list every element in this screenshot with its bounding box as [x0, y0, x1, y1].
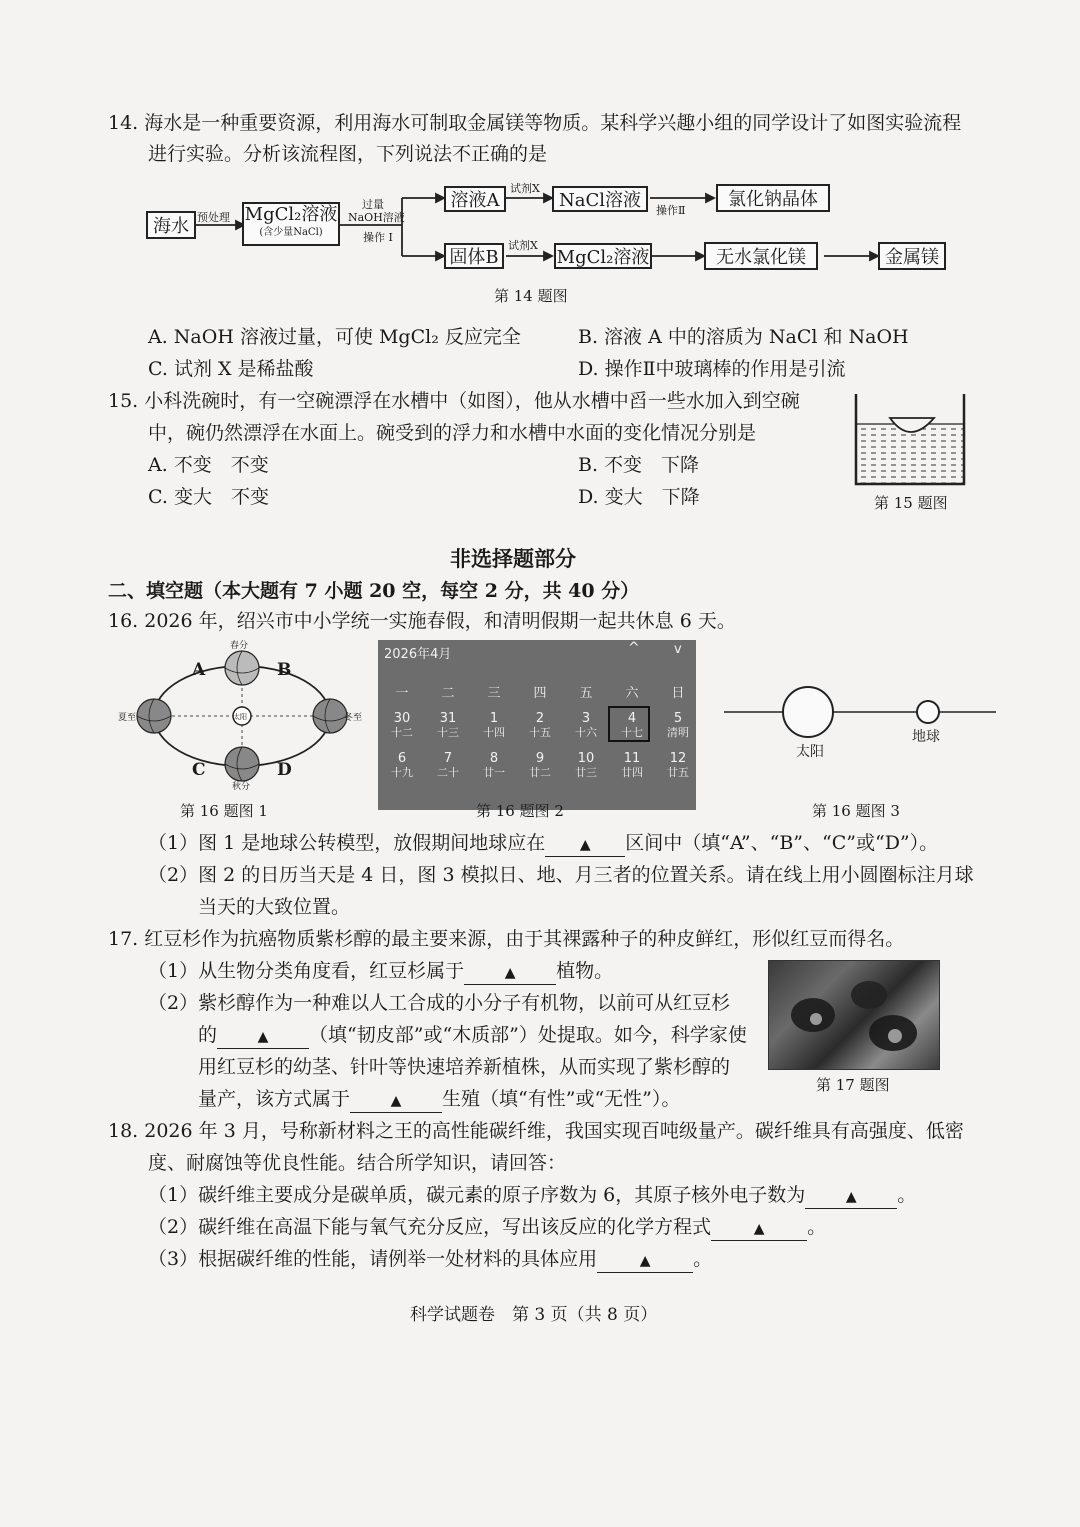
calendar-day[interactable]	[382, 752, 422, 779]
calendar-day[interactable]	[474, 712, 514, 739]
q16-fig2-caption: 第 16 题图 2	[476, 802, 564, 820]
calendar-day[interactable]	[474, 752, 514, 779]
calendar-day[interactable]	[612, 752, 652, 779]
q18-part1	[148, 1180, 916, 1210]
flow-op2: 操作Ⅱ	[656, 204, 686, 217]
calendar-day-number: 8	[489, 751, 499, 766]
fig3-sun-label: 太阳	[796, 744, 824, 760]
q18-part3-post: 。	[693, 1248, 713, 1270]
calendar-lunar-date: 廿三	[575, 766, 597, 779]
calendar-day-number: 12	[669, 751, 687, 766]
flow-reagent-x2: 试剂X	[508, 239, 538, 252]
calendar-weekday: 一	[395, 686, 409, 701]
q15-option-c: C. 变大 不变	[148, 486, 269, 508]
calendar-day[interactable]	[428, 712, 468, 739]
q18-stem-line1: 18. 2026 年 3 月，号称新材料之王的高性能碳纤维，我国实现百吨级量产。碳纤维具有高强度、低密	[108, 1120, 964, 1142]
calendar-today-highlight	[608, 706, 650, 742]
q16-part1-blank[interactable]	[545, 832, 625, 857]
calendar-lunar-date: 二十	[437, 766, 459, 779]
calendar-lunar-date: 清明	[667, 726, 689, 739]
calendar-weekday: 四	[533, 686, 547, 701]
q17-part2-line2	[198, 1020, 747, 1050]
q18-part2-blank[interactable]	[711, 1216, 807, 1241]
q18-part2	[148, 1212, 826, 1242]
flow-metal-mg: 金属镁	[878, 242, 946, 270]
fig1-label-b: B	[277, 660, 292, 680]
calendar-lunar-date: 廿一	[483, 766, 505, 779]
blank-mark: ▲	[753, 1221, 765, 1237]
calendar-weekday: 二	[441, 686, 455, 701]
q17-part2-post: （填“韧皮部”或“木质部”）处提取。如今，科学家使	[309, 1024, 747, 1046]
q16-part1	[148, 828, 938, 858]
calendar-lunar-date: 十五	[529, 726, 551, 739]
calendar-lunar-date: 十九	[391, 766, 413, 779]
q18-part2-post: 。	[807, 1216, 827, 1238]
blank-mark: ▲	[639, 1253, 651, 1269]
flow-excess-label: 过量	[362, 198, 384, 211]
calendar-day[interactable]	[658, 712, 698, 739]
q16-part2-line2: 当天的大致位置。	[198, 896, 351, 918]
fig1-sun: 太阳	[233, 713, 247, 721]
page-footer: 科学试题卷 第 3 页（共 8 页）	[410, 1305, 658, 1325]
fig1-label-a: A	[192, 660, 206, 680]
q16-fig2-calendar	[378, 640, 696, 810]
calendar-weekday: 三	[487, 686, 501, 701]
flow-nacl-solution: NaCl溶液	[552, 186, 648, 212]
calendar-lunar-date: 十四	[483, 726, 505, 739]
fig1-autumn: 秋分	[232, 782, 251, 792]
calendar-up-icon[interactable]: ^	[628, 640, 640, 656]
flow-anhydrous: 无水氯化镁	[704, 242, 818, 270]
section-title: 非选择题部分	[450, 546, 576, 571]
fig1-spring: 春分	[230, 641, 249, 651]
q15-stem-line1: 15. 小科洗碗时，有一空碗漂浮在水槽中（如图），他从水槽中舀一些水加入到空碗	[108, 390, 800, 412]
calendar-day[interactable]	[382, 712, 422, 739]
q16-fig3-caption: 第 16 题图 3	[812, 802, 900, 820]
calendar-day-number: 11	[623, 751, 641, 766]
q18-part3-pre: （3）根据碳纤维的性能，请例举一处材料的具体应用	[148, 1248, 598, 1270]
flow-mgcl2-box	[242, 202, 340, 246]
calendar-day[interactable]	[428, 752, 468, 779]
q14-option-b: B. 溶液 A 中的溶质为 NaCl 和 NaOH	[578, 326, 909, 348]
calendar-day[interactable]	[566, 712, 606, 739]
calendar-lunar-date: 十三	[437, 726, 459, 739]
calendar-lunar-date: 廿五	[667, 766, 689, 779]
q14-option-c: C. 试剂 X 是稀盐酸	[148, 358, 314, 380]
q15-sink-figure	[850, 390, 970, 490]
section-heading: 二、填空题（本大题有 7 小题 20 空，每空 2 分，共 40 分）	[108, 580, 640, 602]
q14-stem-line1: 14. 海水是一种重要资源，利用海水可制取金属镁等物质。某科学兴趣小组的同学设计了如图实验流程	[108, 112, 962, 134]
calendar-lunar-date: 廿二	[529, 766, 551, 779]
calendar-day-number: 9	[535, 751, 545, 766]
q15-option-b: B. 不变 下降	[578, 454, 700, 476]
q14-option-a: A. NaOH 溶液过量，可使 MgCl₂ 反应完全	[148, 326, 521, 348]
q14-caption: 第 14 题图	[494, 287, 568, 305]
q14-stem-line2: 进行实验。分析该流程图，下列说法不正确的是	[148, 143, 548, 165]
calendar-day[interactable]	[658, 752, 698, 779]
blank-mark: ▲	[579, 837, 591, 853]
q18-part1-blank[interactable]	[805, 1184, 897, 1209]
q17-part2-line4-post: 生殖（填“有性”或“无性”）。	[442, 1088, 681, 1110]
calendar-lunar-date: 廿四	[621, 766, 643, 779]
calendar-down-icon[interactable]: v	[674, 642, 682, 657]
q17-part1-blank[interactable]	[464, 960, 556, 985]
q17-part2-blank[interactable]	[217, 1024, 309, 1049]
calendar-day-number: 4	[627, 711, 637, 726]
flow-mgcl2-sub: (含少量NaCl)	[259, 227, 323, 238]
calendar-lunar-date: 十六	[575, 726, 597, 739]
q15-option-a: A. 不变 不变	[148, 454, 269, 476]
fig1-summer: 夏至	[118, 713, 137, 723]
q16-fig3-diagram	[724, 680, 1000, 750]
q17-part2-line1: （2）紫杉醇作为一种难以人工合成的小分子有机物，以前可从红豆杉	[148, 992, 731, 1014]
blank-mark: ▲	[845, 1189, 857, 1205]
calendar-title: 2026年4月	[384, 647, 452, 662]
q17-part2-line3: 用红豆杉的幼茎、针叶等快速培养新植株，从而实现了紫杉醇的	[198, 1056, 731, 1078]
q14-option-d: D. 操作Ⅱ中玻璃棒的作用是引流	[578, 358, 846, 380]
calendar-day[interactable]	[520, 712, 560, 739]
q17-part2-line4-blank[interactable]	[350, 1088, 442, 1113]
q17-yew-photo	[768, 960, 940, 1070]
calendar-day-number: 6	[397, 751, 407, 766]
q15-stem-line2: 中，碗仍然漂浮在水面上。碗受到的浮力和水槽中水面的变化情况分别是	[148, 422, 757, 444]
flow-solid-b: 固体B	[444, 243, 504, 269]
fig1-label-c: C	[192, 760, 206, 780]
q17-part2-line4	[198, 1084, 680, 1114]
calendar-weekday: 六	[625, 686, 639, 701]
q15-caption: 第 15 题图	[874, 494, 948, 512]
q18-part2-pre: （2）碳纤维在高温下能与氧气充分反应，写出该反应的化学方程式	[148, 1216, 712, 1238]
calendar-day[interactable]	[520, 752, 560, 779]
flow-reagent-x1: 试剂X	[510, 182, 540, 195]
calendar-day-number: 5	[673, 711, 683, 726]
q17-part1-pre: （1）从生物分类角度看，红豆杉属于	[148, 960, 465, 982]
calendar-day-number: 31	[439, 711, 457, 726]
calendar-day-number: 1	[489, 711, 499, 726]
calendar-weekday: 五	[579, 686, 593, 701]
q17-part2-pre: 的	[198, 1024, 218, 1046]
fig1-label-d: D	[277, 760, 292, 780]
calendar-day-number: 2	[535, 711, 545, 726]
q17-part1	[148, 956, 613, 986]
q18-stem-line2: 度、耐腐蚀等优良性能。结合所学知识，请回答：	[148, 1152, 567, 1174]
q16-part1-pre: （1）图 1 是地球公转模型，放假期间地球应在	[148, 832, 546, 854]
q17-part1-post: 植物。	[556, 960, 614, 982]
calendar-day-number: 7	[443, 751, 453, 766]
calendar-day-number: 3	[581, 711, 591, 726]
q17-photo-shapes	[769, 961, 939, 1069]
q17-part2-line4-pre: 量产，该方式属于	[198, 1088, 351, 1110]
flow-op1-label: 操作 I	[363, 231, 393, 244]
q18-part1-post: 。	[897, 1184, 917, 1206]
q16-part1-post: 区间中（填“A”、“B”、“C”或“D”）。	[625, 832, 939, 854]
blank-mark: ▲	[390, 1093, 402, 1109]
q16-fig1-caption: 第 16 题图 1	[180, 802, 268, 820]
q17-caption: 第 17 题图	[816, 1076, 890, 1094]
q16-part2-line1: （2）图 2 的日历当天是 4 日，图 3 模拟日、地、月三者的位置关系。请在线上用小圆圈标注月球	[148, 864, 974, 886]
flow-mgcl2-main: MgCl₂溶液	[244, 204, 338, 225]
q15-option-d: D. 变大 下降	[578, 486, 700, 508]
calendar-weekday: 日	[671, 686, 685, 701]
flow-nacl-crystal: 氯化钠晶体	[716, 184, 830, 212]
calendar-day[interactable]	[566, 752, 606, 779]
calendar-lunar-date: 十七	[621, 726, 643, 739]
q17-stem: 17. 红豆杉作为抗癌物质紫杉醇的最主要来源，由于其裸露种子的种皮鲜红，形似红豆而得名。	[108, 928, 905, 950]
q18-part3	[148, 1244, 712, 1274]
q16-stem: 16. 2026 年，绍兴市中小学统一实施春假，和清明假期一起共休息 6 天。	[108, 610, 736, 632]
blank-mark: ▲	[504, 965, 516, 981]
flow-pretreat-label: 预处理	[197, 211, 230, 224]
blank-mark: ▲	[257, 1029, 269, 1045]
fig1-winter: 冬至	[344, 713, 363, 723]
flow-mgcl2-solution2: MgCl₂溶液	[554, 243, 652, 269]
flow-solution-a: 溶液A	[444, 186, 506, 212]
calendar-day-number: 30	[393, 711, 411, 726]
q18-part1-pre: （1）碳纤维主要成分是碳单质，碳元素的原子序数为 6，其原子核外电子数为	[148, 1184, 806, 1206]
calendar-day-number: 10	[577, 751, 595, 766]
calendar-lunar-date: 十二	[391, 726, 413, 739]
q18-part3-blank[interactable]	[597, 1248, 693, 1273]
fig3-earth-label: 地球	[912, 729, 940, 745]
flow-seawater: 海水	[146, 211, 196, 239]
flow-naoh-label: NaOH溶液	[348, 211, 405, 224]
